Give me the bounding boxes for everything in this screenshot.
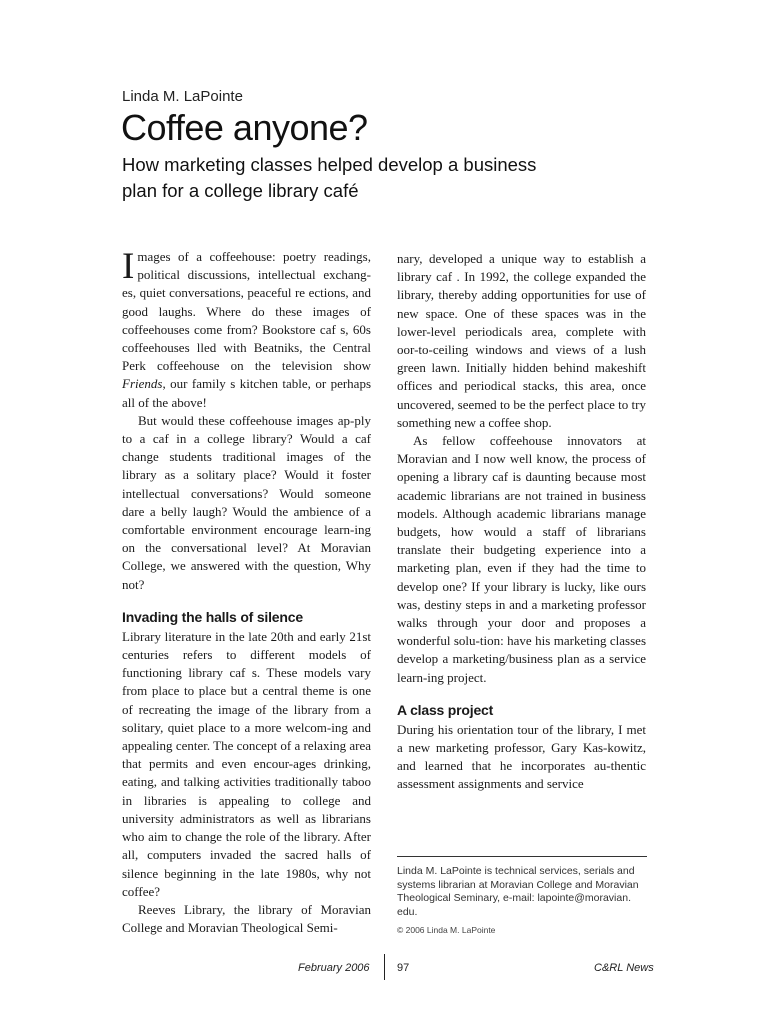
- paragraph: During his orientation tour of the library, I met a new marketing professor, Gary Kas-kowitz, and learned that he incorporates au-thentic assessment assignments and service: [397, 721, 646, 792]
- author-name: Linda M. LaPointe: [122, 88, 243, 105]
- section-heading: A class project: [397, 701, 494, 718]
- show-title: Friends: [122, 376, 163, 392]
- paragraph: [122, 248, 371, 412]
- footer-date: February 2006: [298, 962, 370, 974]
- section-heading: Invading the halls of silence: [122, 608, 303, 625]
- paragraph: Reeves Library, the library of Moravian College and Moravian Theological Semi-: [122, 901, 371, 936]
- article-title: Coffee anyone?: [121, 107, 368, 148]
- paragraph: Library literature in the late 20th and early 21st centuries refers to different models of functioning library caf s. These models vary from place to place but a central theme is one of recreating the image of the library from a solitary, quiet place to a more welcom-ing and appealing center. The concept of a relaxing area that permits and even encour-ages drinking, eating, and talking activities traditionally taboo in libraries is appealing to college and university administrators as well as librarians who aim to change the role of the library. After all, computers invaded the sacred halls of silence beginning in the late 1980s, why not coffee?: [122, 628, 371, 899]
- paragraph: As fellow coffeehouse innovators at Moravian and I now well know, the process of opening a library caf is daunting because most academic librarians are not trained in business models. Although academic librarians manage budgets, how would a staff of librarians translate their budgeting experience into a marketing plan, even if they had the time to develop one? If your library is lucky, like ours was, destiny steps in and a marketing professor walks through your door and proposes a wonderful solu-tion: have his marketing classes develop a marketing/business plan as a service learn-ing project.: [397, 433, 646, 685]
- paragraph-text: , our family s kitchen table, or perhaps all of the above!: [122, 376, 371, 410]
- page-number: 97: [397, 962, 410, 974]
- left-column: [122, 248, 371, 937]
- footer-divider: [384, 954, 385, 980]
- drop-cap: I: [122, 246, 135, 287]
- author-footnote: [397, 856, 647, 938]
- paragraph: nary, developed a unique way to establish a library caf . In 1992, the college expanded the library, thereby adding opportunities for use of new space. One of these spaces was in the lower-level periodicals area, complete with oor-to-ceiling windows and views of a lush green lawn. Initially hidden behind makeshift offices and periodical stacks, this area, once uncovered, seemed to be the perfect place to try something new a coffee shop.: [397, 251, 646, 430]
- copyright-notice: © 2006 Linda M. LaPointe: [397, 925, 496, 935]
- paragraph-text: mages of a coffeehouse: poetry readings, political discussions, intellectual exchang-es, quiet conversations, peaceful re ections, and good laughs. Where do these images of coffeehouses come from? Bookstore caf s, 60s coffeehouses lled with Beatniks, the Central Perk coffeehouse on the television show: [122, 249, 371, 374]
- publication-name: C&RL News: [594, 962, 654, 974]
- author-bio: Linda M. LaPointe is technical services, serials and systems librarian at Moravian College and Moravian Theological Seminary, e-mail: lapointe@moravian. edu.: [397, 865, 639, 918]
- article-subtitle: How marketing classes helped develop a business plan for a college library café: [122, 154, 537, 201]
- paragraph: But would these coffeehouse images ap-ply to a caf in a college library? Would a caf change students traditional images of the library as a solitary place? Would it foster intellectual conversations? Would someone dare a belly laugh? Would the ambience of a comfortable environment encourage learn-ing on the conversational level? At Moravian College, we answered with the question, Why not?: [122, 412, 371, 592]
- right-column: [397, 250, 646, 794]
